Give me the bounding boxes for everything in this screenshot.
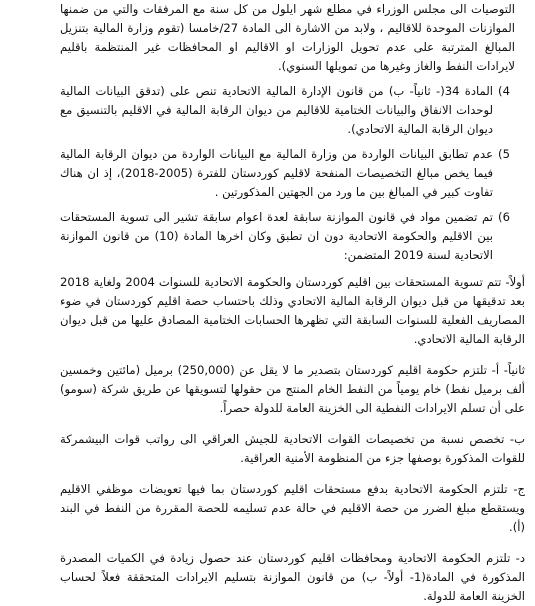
- numbered-items: [60, 82, 525, 265]
- item-5-text: عدم تطابق البيانات الواردة من وزارة المالية مع البيانات الواردة من ديوان الرقابة المالية فيما يخص مبالغ التخصيصات المنفحة لاقليم كوردستان للفترة (2005-2018)، إذ ان هناك تفاوت كبير في المبالغ بين ما ورد من الجهتين المذكورتين .: [60, 147, 493, 199]
- item-6: [60, 208, 513, 265]
- item-5-number: 5): [498, 147, 510, 161]
- second-clause-c: ج- تلتزم الحكومة الاتحادية بدفع مستحقات اقليم كوردستان بما فيها تعويضات موظفي الاقليم ويستقطع مبلغ الضرر من حصة الاقليم في حالة عدم تسليمه للحصة المقررة من النفط في البند (أ).: [60, 482, 525, 534]
- second-clause-a: ثانياً- أ- تلتزم حكومة اقليم كوردستان بتصدير ما لا يقل عن (250,000) برميل (مائتين وخمسين ألف برميل نفط) خام يومياً من النفط الخام المنتج من حقولها لتسويقها عن طريق شركة (سومو) على أن تسلم الايرادات النفطية الى الخزينة العامة للدولة حصراً.: [60, 363, 525, 415]
- intro-paragraph: التوصيات الى مجلس الوزراء في مطلع شهر ايلول من كل سنة مع المرفقات والتي من ضمنها الموازنات الموحدة للاقاليم ، ولابد من الاشارة الى المادة 27/خامسا (تقوم وزارة المالية بتنزيل المبالغ المترتبة على عدم تحويل الوزارات او الاقاليم او المحافظات غير المنتظمة باقليم لايرادات النفط والغاز وغيرها من تمويلها السنوي).: [60, 2, 515, 73]
- item-4-text: المادة 34(- ثانياً- ب) من قانون الإدارة المالية الاتحادية تنص على (تدقق البيانات المالية لوحدات الانفاق والبيانات الختامية للاقاليم من ديوان الرقابة المالية في الاقليم بالتنسيق مع ديوان الرقابة المالية الاتحادي).: [60, 84, 493, 136]
- second-clause-d: د- تلتزم الحكومة الاتحادية ومحافظات اقليم كوردستان عند حصول زيادة في الكميات المصدرة المذكورة في المادة(1- أولاً- ب) من قانون الموازنة بتسليم الايرادات المتحققة فعلاً لحساب الخزينة العامة للدولة.: [60, 551, 525, 603]
- second-clause-b: ب- تخصص نسبة من تخصيصات القوات الاتحادية للجيش العراقي الى رواتب قوات البيشمركة للقوات المذكورة بوصفها جزء من المنظومة الأمنية العراقية.: [60, 432, 525, 465]
- item-4-number: 4): [498, 84, 510, 98]
- first-clause: أولاً- تتم تسوية المستحقات بين اقليم كوردستان والحكومة الاتحادية للسنوات 2004 ولغاية 2018 بعد تدقيقها من قبل ديوان الرقابة المالية الاتحادي وذلك باحتساب حصة اقليم كوردستان في ضوء المصاريف الفعلية للسنوات السابقة التي تظهرها الحسابات الختامية المصادق عليها من قبل ديوان الرقابة المالية الاتحادي.: [60, 275, 525, 346]
- item-4: [60, 82, 513, 139]
- item-6-text: تم تضمين مواد في قانون الموازنة سابقة لعدة اعوام سابقة تشير الى تسوية المستحقات بين الاقليم والحكومة الاتحادية دون ان تطبق وكان اخرها المادة (10) من قانون الموازنة الاتحادية لسنة 2019 المتضمن:: [60, 210, 493, 262]
- item-6-number: 6): [498, 210, 510, 224]
- item-5: [60, 145, 513, 202]
